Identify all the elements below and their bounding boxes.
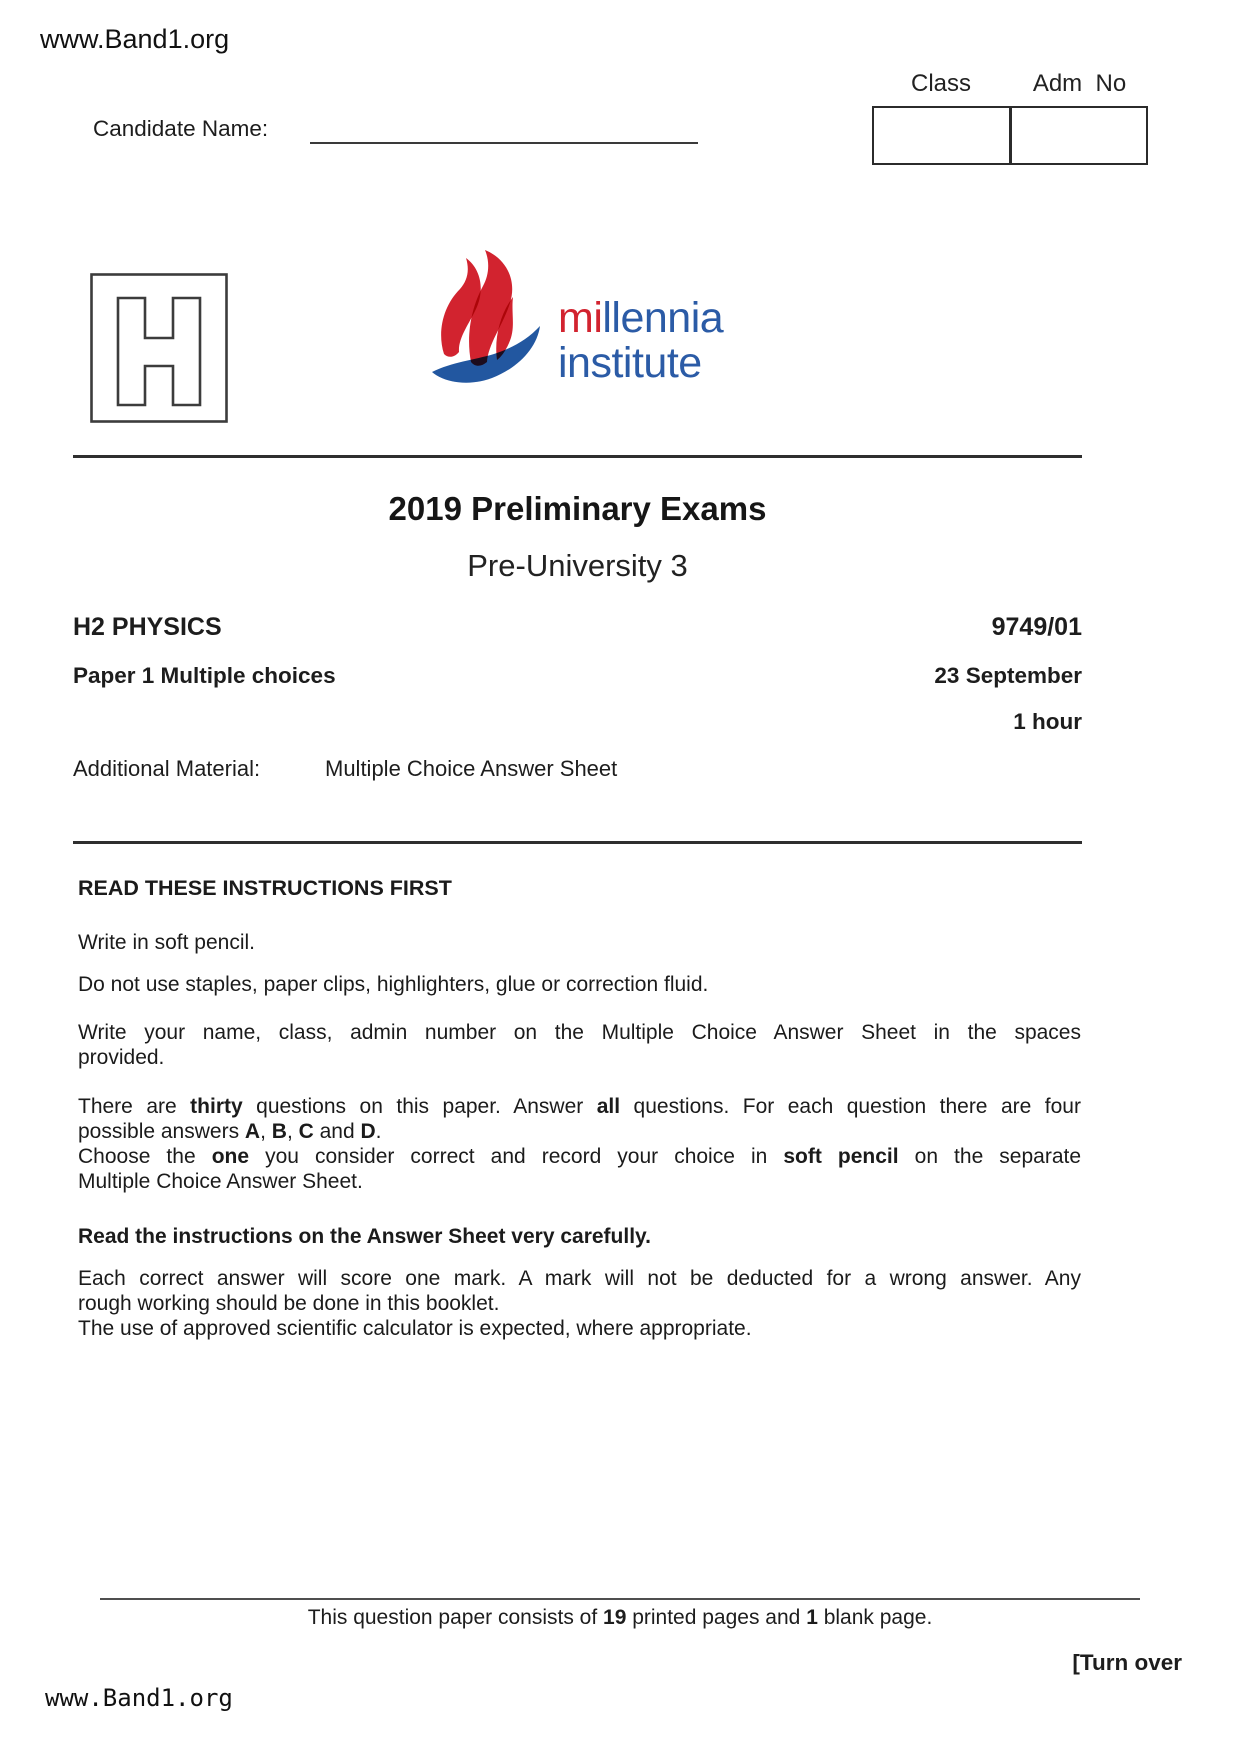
footer-rule — [100, 1598, 1140, 1600]
exam-duration: 1 hour — [1013, 709, 1082, 734]
candidate-name-field[interactable] — [310, 116, 698, 144]
instruction-paragraph: There are thirty questions on this paper. Answer all questions. For each question there are four possible answers A, B, C and D. Choose the one you consider correct and record your choice in soft pencil on the separate Multiple Choice Answer Sheet. — [78, 1095, 1082, 1193]
additional-material-row — [73, 756, 1082, 782]
candidate-name-label: Candidate Name: — [93, 116, 269, 141]
class-adm-box — [872, 106, 1148, 165]
exam-title: 2019 Preliminary Exams — [388, 490, 767, 527]
watermark-top: www.Band1.org — [40, 24, 230, 54]
instruction-paragraph: Read the instructions on the Answer Sheet very carefully. — [78, 1225, 651, 1248]
logo-word-institute: institute — [558, 339, 702, 387]
subject-row — [73, 613, 1082, 642]
class-cell[interactable] — [874, 108, 1009, 163]
additional-material-label: Additional Material: — [73, 756, 261, 781]
millennia-logo-mark — [430, 248, 542, 394]
watermark-bottom: www.Band1.org — [45, 1684, 233, 1712]
millennia-logo-wordmark — [558, 296, 723, 386]
instruction-paragraph: Do not use staples, paper clips, highlighters, glue or correction fluid. — [78, 973, 709, 996]
instructions-heading: READ THESE INSTRUCTIONS FIRST — [78, 876, 452, 900]
duration-row — [73, 709, 1082, 735]
page-count-note: This question paper consists of 19 printed pages and 1 blank page. — [307, 1606, 933, 1629]
instruction-paragraph: Write in soft pencil. — [78, 931, 256, 954]
additional-material-value: Multiple Choice Answer Sheet — [325, 756, 618, 781]
paper-name: Paper 1 Multiple choices — [73, 663, 336, 688]
logo-word-millennia: millennia — [558, 294, 724, 342]
turn-over-label: [Turn over — [1072, 1650, 1182, 1675]
paper-row — [73, 663, 1082, 689]
h-grade-logo — [90, 273, 228, 423]
instruction-paragraph: Write your name, class, admin number on the Multiple Choice Answer Sheet in the spaces provided. — [78, 1021, 1081, 1069]
paper-code: 9749/01 — [991, 613, 1082, 641]
adm-no-cell[interactable] — [1012, 108, 1146, 163]
subject-name: H2 PHYSICS — [73, 613, 222, 641]
adm-no-label: Adm No — [1032, 70, 1127, 97]
header-rule — [73, 455, 1082, 458]
exam-date: 23 September — [934, 663, 1082, 688]
exam-subtitle: Pre-University 3 — [467, 548, 688, 583]
class-label: Class — [910, 70, 971, 97]
instruction-paragraph: Each correct answer will score one mark. A mark will not be deducted for a wrong answer. Any rough working should be done in this booklet. The use of approved scientific calculator is expected, where appropriate. — [78, 1267, 1081, 1340]
instructions-rule — [73, 841, 1082, 844]
